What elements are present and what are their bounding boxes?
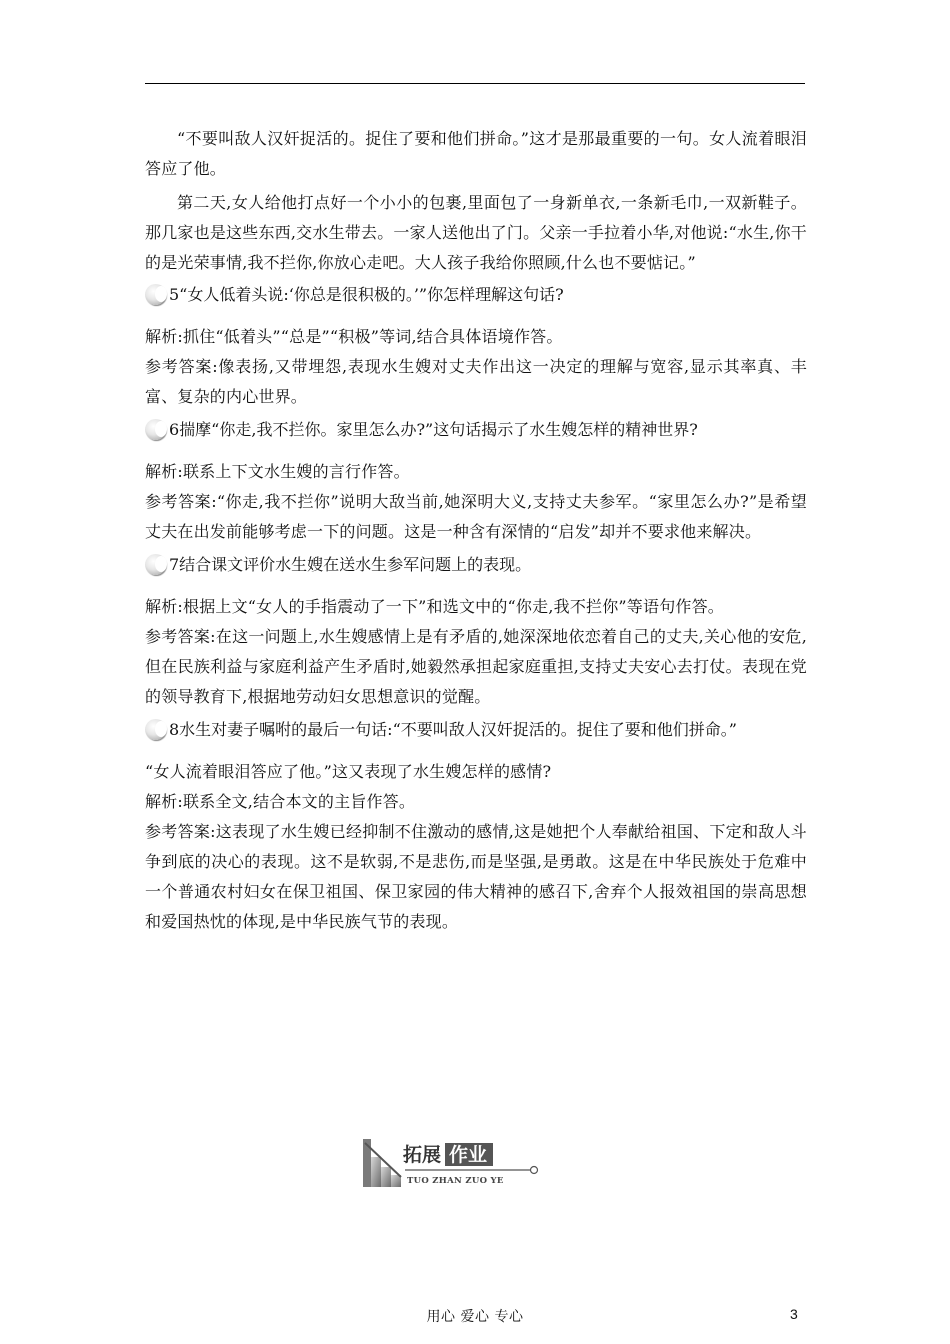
analysis-text: 解析:联系全文,结合本文的主旨作答。 [145, 792, 416, 811]
answer-text: 参考答案:“你走,我不拦你”说明大敌当前,她深明大义,支持丈夫参军。“家里怎么办?”是希望丈夫在出发前能够考虑一下的问题。这是一种含有深情的“启发”却并不要求他来解决。 [145, 492, 807, 541]
page-content [145, 124, 807, 937]
footer-motto: 用心 爱心 专心 [426, 1309, 524, 1325]
question-text: 8水生对妻子嘱咐的最后一句话:“不要叫敌人汉奸捉活的。捉住了要和他们拼命。” [169, 720, 737, 739]
story-paragraph: 第二天,女人给他打点好一个小小的包裹,里面包了一身新单衣,一条新毛巾,一双新鞋子。那几家也是这些东西,交水生带去。一家人送他出了门。父亲一手拉着小华,对他说:“水生,你干的是光荣事情,我不拦你,你放心走吧。大人孩子我给你照顾,什么也不要惦记。” [145, 193, 807, 272]
question-text: 7结合课文评价水生嫂在送水生参军问题上的表现。 [169, 555, 532, 574]
question-marker-icon [145, 554, 166, 575]
question-marker-icon [145, 719, 166, 740]
answer-text: 参考答案:这表现了水生嫂已经抑制不住激动的感情,这是她把个人奉献给祖国、下定和敌人斗争到底的决心的表现。这不是软弱,不是悲伤,而是坚强,是勇敢。这是在中华民族处于危难中一个普通农村妇女在保卫祖国、保卫家园的伟大精神的感召下,舍弃个人报效祖国的崇高思想和爱国热忱的体现,是中华民族气节的表现。 [145, 822, 807, 931]
analysis-text: 解析:抓住“低着头”“总是”“积极”等词,结合具体语境作答。 [145, 327, 563, 346]
extension-homework-logo [361, 1137, 546, 1191]
question-text: 6揣摩“你走,我不拦你。家里怎么办?”这句话揭示了水生嫂怎样的精神世界? [169, 420, 698, 439]
logo-title-b: 作业 [449, 1144, 488, 1166]
page-number: 3 [790, 1306, 798, 1322]
answer-text: 参考答案:像表扬,又带埋怨,表现水生嫂对丈夫作出这一决定的理解与宽容,显示其率真、丰富、复杂的内心世界。 [145, 357, 807, 406]
question-5 [145, 280, 807, 310]
question-7 [145, 550, 807, 580]
logo-title-a: 拓展 [403, 1144, 442, 1166]
question-8 [145, 715, 807, 745]
question-6 [145, 415, 807, 445]
analysis-text: 解析:联系上下文水生嫂的言行作答。 [145, 462, 410, 481]
stairs-icon [363, 1139, 401, 1187]
question-text-continued: “女人流着眼泪答应了他。”这又表现了水生嫂怎样的感情? [145, 762, 552, 781]
question-text: 5“女人低着头说:‘你总是很积极的。’”你怎样理解这句话? [169, 285, 564, 304]
logo-pinyin: TUO ZHAN ZUO YE [407, 1176, 504, 1186]
analysis-text: 解析:根据上文“女人的手指震动了一下”和选文中的“你走,我不拦你”等语句作答。 [145, 597, 724, 616]
header-rule [145, 83, 805, 84]
question-marker-icon [145, 419, 166, 440]
answer-text: 参考答案:在这一问题上,水生嫂感情上是有矛盾的,她深深地依恋着自己的丈夫,关心他的安危,但在民族利益与家庭利益产生矛盾时,她毅然承担起家庭重担,支持丈夫安心去打仗。表现在党的领导教育下,根据地劳动妇女思想意识的觉醒。 [145, 627, 807, 706]
story-paragraph: “不要叫敌人汉奸捉活的。捉住了要和他们拼命。”这才是那最重要的一句。女人流着眼泪答应了他。 [145, 129, 807, 178]
question-marker-icon [145, 284, 166, 305]
